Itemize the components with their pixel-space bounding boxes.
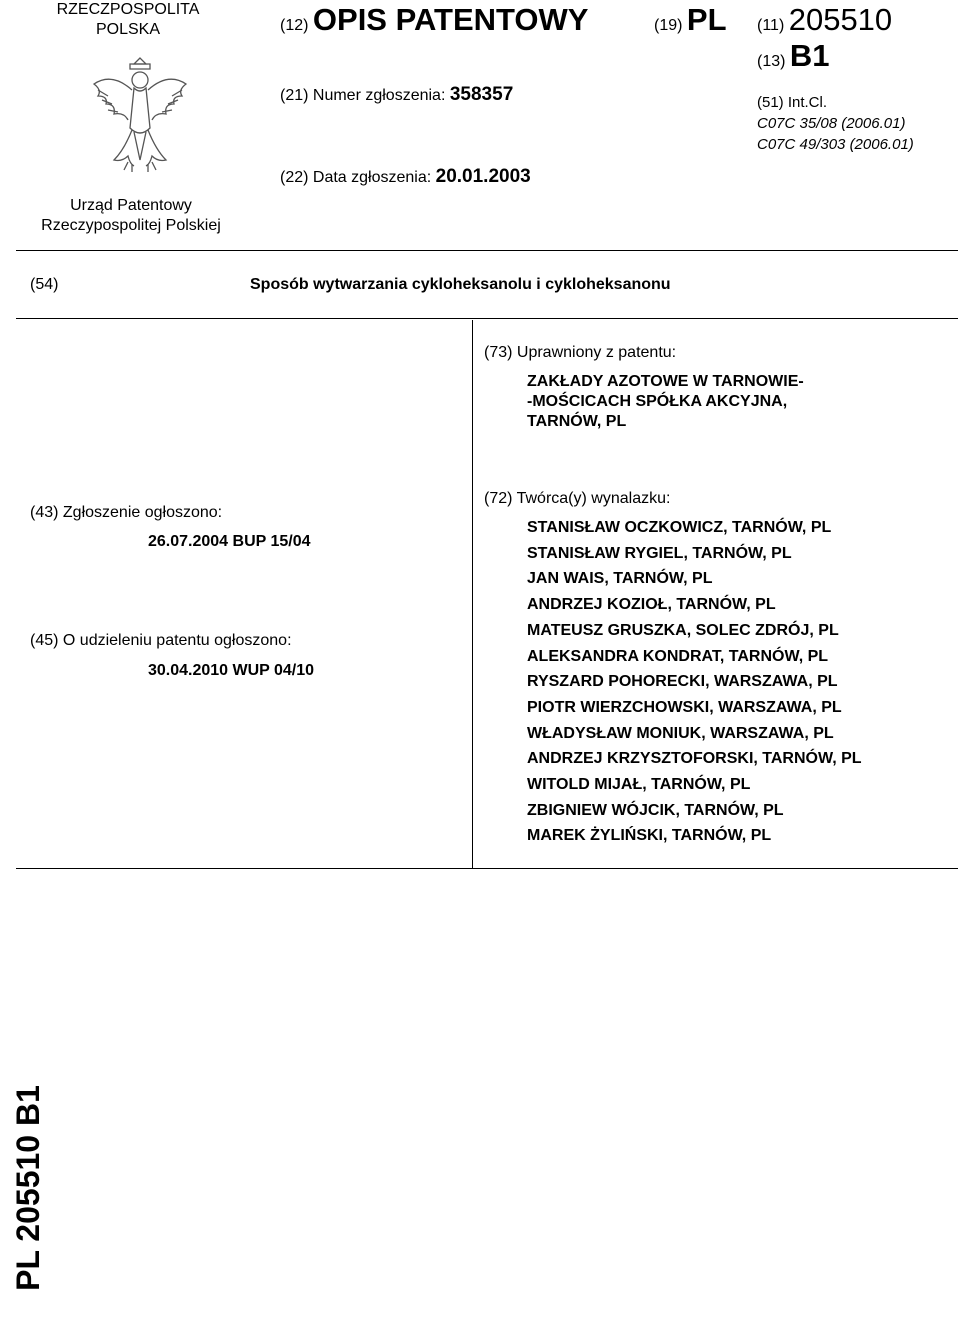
polish-eagle-emblem-icon — [86, 50, 194, 178]
inventor-entry: RYSZARD POHORECKI, WARSZAWA, PL — [527, 673, 838, 691]
country-code — [654, 2, 727, 38]
inventor-entry: ALEKSANDRA KONDRAT, TARNÓW, PL — [527, 647, 829, 665]
inventor-entry: JAN WAIS, TARNÓW, PL — [527, 570, 713, 588]
filing-date-value: 20.01.2003 — [435, 166, 531, 187]
application-number-label: (21) Numer zgłoszenia: — [280, 87, 446, 104]
title-code: (54) — [30, 276, 59, 293]
inventor-entry: ANDRZEJ KRZYSZTOFORSKI, TARNÓW, PL — [527, 750, 862, 768]
int-classification — [757, 92, 914, 155]
owner-line: -MOŚCICACH SPÓŁKA AKCYJNA, — [527, 393, 788, 410]
inventor-entry: STANISŁAW RYGIEL, TARNÓW, PL — [527, 544, 792, 562]
office-line: Urząd Patentowy — [70, 197, 192, 214]
inventor-entry: ZBIGNIEW WÓJCIK, TARNÓW, PL — [527, 801, 784, 819]
patent-number — [757, 2, 892, 38]
country-code-label: (19) — [654, 17, 683, 34]
application-publication-value: 26.07.2004 BUP 15/04 — [148, 533, 311, 550]
application-publication-label: (43) Zgłoszenie ogłoszono: — [30, 504, 223, 521]
kind-code — [757, 38, 830, 74]
owner-line: ZAKŁADY AZOTOWE W TARNOWIE- — [527, 373, 804, 390]
int-class-entry: C07C 49/303 (2006.01) — [757, 136, 914, 153]
document-type-text: OPIS PATENTOWY — [312, 2, 589, 37]
filing-date — [280, 166, 531, 188]
inventor-entry: WITOLD MIJAŁ, TARNÓW, PL — [527, 776, 751, 794]
side-patent-label: PL 205510 B1 — [10, 1085, 46, 1291]
owner-block — [527, 372, 804, 432]
inventors-list — [527, 515, 862, 849]
inventor-entry: STANISŁAW OCZKOWICZ, TARNÓW, PL — [527, 519, 832, 536]
patent-office-name — [18, 196, 244, 236]
document-type — [280, 2, 589, 38]
kind-code-label: (13) — [757, 53, 786, 70]
application-number — [280, 84, 513, 106]
inventor-entry: MATEUSZ GRUSZKA, SOLEC ZDRÓJ, PL — [527, 621, 839, 639]
country-name — [28, 0, 228, 40]
patent-number-label: (11) — [757, 17, 785, 34]
owner-line: TARNÓW, PL — [527, 413, 627, 430]
divider — [16, 868, 958, 869]
int-classification-label: (51) Int.Cl. — [757, 94, 828, 111]
patent-number-value: 205510 — [788, 2, 893, 37]
inventor-entry: ANDRZEJ KOZIOŁ, TARNÓW, PL — [527, 596, 776, 614]
document-type-code: (12) — [280, 17, 309, 34]
owner-label: (73) Uprawniony z patentu: — [484, 344, 677, 361]
column-divider — [472, 320, 473, 868]
grant-publication-label: (45) O udzieleniu patentu ogłoszono: — [30, 632, 292, 649]
country-line: RZECZPOSPOLITA — [56, 1, 200, 18]
country-line: POLSKA — [95, 21, 161, 38]
application-number-value: 358357 — [449, 84, 514, 105]
inventor-entry: PIOTR WIERZCHOWSKI, WARSZAWA, PL — [527, 698, 842, 716]
filing-date-label: (22) Data zgłoszenia: — [280, 169, 432, 186]
inventors-label: (72) Twórca(y) wynalazku: — [484, 490, 671, 507]
divider — [16, 318, 958, 319]
grant-publication-value: 30.04.2010 WUP 04/10 — [148, 662, 315, 679]
kind-code-value: B1 — [789, 38, 830, 73]
divider — [16, 250, 958, 251]
inventor-entry: WŁADYSŁAW MONIUK, WARSZAWA, PL — [527, 724, 834, 742]
invention-title: Sposób wytwarzania cykloheksanolu i cykloheksanonu — [250, 276, 671, 293]
office-line: Rzeczypospolitej Polskiej — [41, 217, 221, 234]
inventor-entry: MAREK ŻYLIŃSKI, TARNÓW, PL — [527, 827, 772, 845]
country-code-value: PL — [686, 2, 727, 37]
int-class-entry: C07C 35/08 (2006.01) — [757, 115, 906, 132]
